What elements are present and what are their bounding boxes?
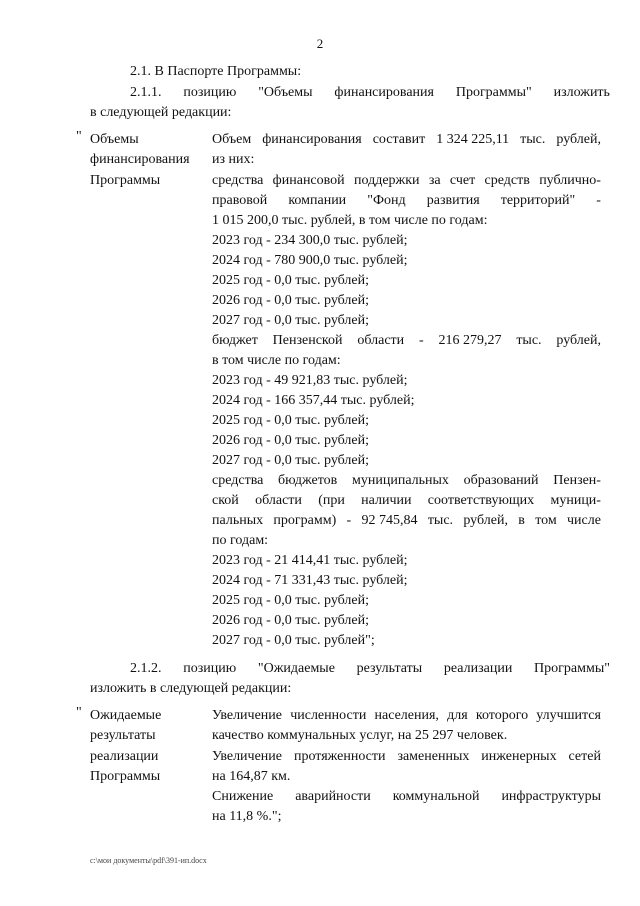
word: муници- (550, 493, 601, 508)
word: образований (463, 473, 539, 488)
item2-open-quote: " (76, 705, 82, 720)
word: соответствующих (427, 493, 535, 508)
word: - (346, 513, 352, 528)
word: Программы" (455, 85, 532, 100)
municipal-year-2025: 2025 год - 0,0 тыс. рублей; (212, 593, 370, 608)
word: замененных (397, 749, 470, 764)
item1-open-quote: " (76, 129, 82, 144)
budget-year-2023: 2023 год - 49 921,83 тыс. рублей; (212, 373, 408, 388)
word: поддержки (353, 173, 420, 188)
word: 92 745,84 (361, 513, 418, 528)
word: ской (212, 493, 239, 508)
budget-line-2: в том числе по годам: (212, 353, 341, 368)
section-heading: 2.1. В Паспорте Программы: (130, 64, 302, 79)
word: тыс. (427, 513, 454, 528)
item2-label-4: Программы (90, 769, 161, 784)
item2-intro-line2: изложить в следующей редакции: (90, 681, 292, 696)
result-line-1 (212, 707, 601, 725)
municipal-line-2 (212, 492, 601, 510)
word: области (255, 493, 302, 508)
word: протяженности (293, 749, 386, 764)
budget-line-1 (212, 332, 601, 350)
word: наличии (361, 493, 412, 508)
word: Пензен- (553, 473, 601, 488)
municipal-line-3 (212, 512, 601, 530)
result-line-6: на 11,8 %."; (212, 809, 282, 824)
word: 216 279,27 (438, 333, 502, 348)
municipal-year-2023: 2023 год - 21 414,41 тыс. рублей; (212, 553, 408, 568)
word: средства (212, 473, 264, 488)
word: компании (288, 193, 347, 208)
word: средства (212, 173, 264, 188)
item1-content-line-1 (212, 131, 601, 149)
word: составит (372, 132, 426, 147)
word: реализации (443, 661, 513, 676)
fund-year-2025: 2025 год - 0,0 тыс. рублей; (212, 273, 370, 288)
item2-label-3: реализации (90, 749, 159, 764)
budget-year-2024: 2024 год - 166 357,44 тыс. рублей; (212, 393, 415, 408)
word: (при (318, 493, 345, 508)
result-line-4: на 164,87 км. (212, 769, 291, 784)
word: коммунальной (392, 789, 480, 804)
word: бюджетов (278, 473, 338, 488)
word: тыс. (520, 132, 546, 147)
fund-year-2026: 2026 год - 0,0 тыс. рублей; (212, 293, 370, 308)
word: счет (449, 173, 476, 188)
item2-intro (130, 660, 610, 678)
fund-year-2027: 2027 год - 0,0 тыс. рублей; (212, 313, 370, 328)
municipal-year-2026: 2026 год - 0,0 тыс. рублей; (212, 613, 370, 628)
word: правовой (212, 193, 268, 208)
word: "Ожидаемые (257, 661, 335, 676)
word: инфраструктуры (501, 789, 601, 804)
word: результаты (356, 661, 423, 676)
word: для (447, 708, 468, 723)
word: улучшится (536, 708, 601, 723)
word: которого (475, 708, 529, 723)
fund-year-2024: 2024 год - 780 900,0 тыс. рублей; (212, 253, 408, 268)
word: позицию (183, 661, 237, 676)
word: тыс. (516, 333, 542, 348)
municipal-year-2027: 2027 год - 0,0 тыс. рублей"; (212, 633, 375, 648)
word: бюджет (212, 333, 258, 348)
word: за (428, 173, 441, 188)
word: Объем (212, 132, 252, 147)
word: "Объемы (258, 85, 313, 100)
result-line-3 (212, 748, 601, 766)
word: рублей, (463, 513, 508, 528)
word: Программы" (534, 661, 610, 676)
word: финансовой (272, 173, 345, 188)
word: том (535, 513, 557, 528)
item1-label-1: Объемы (90, 132, 139, 147)
item1-content-line-4 (212, 192, 601, 210)
word: населения, (374, 708, 439, 723)
item1-intro (130, 84, 610, 102)
item1-label-2: финансирования (90, 152, 190, 167)
item1-content-line-2: из них: (212, 152, 255, 167)
word: Увеличение (212, 708, 283, 723)
word: в (518, 513, 525, 528)
municipal-year-2024: 2024 год - 71 331,43 тыс. рублей; (212, 573, 408, 588)
word: территорий" (500, 193, 576, 208)
word: финансирования (334, 85, 434, 100)
word: 2.1.2. (130, 661, 162, 676)
budget-year-2027: 2027 год - 0,0 тыс. рублей; (212, 453, 370, 468)
word: сетей (568, 749, 601, 764)
word: пальных (212, 513, 264, 528)
file-path-footer: c:\мои документы\pdf\391-ип.docx (90, 856, 207, 865)
word: позицию (183, 85, 237, 100)
word: муниципальных (352, 473, 449, 488)
word: числе (567, 513, 601, 528)
word: 1 324 225,11 (436, 132, 510, 147)
item2-label-2: результаты (90, 728, 156, 743)
word: 2.1.1. (130, 85, 162, 100)
word: рублей, (556, 132, 601, 147)
fund-year-2023: 2023 год - 234 300,0 тыс. рублей; (212, 233, 408, 248)
word: области (357, 333, 405, 348)
word: средств (484, 173, 530, 188)
word: аварийности (295, 789, 371, 804)
word: численности (290, 708, 367, 723)
word: Снижение (212, 789, 274, 804)
municipal-line-1 (212, 472, 601, 490)
budget-year-2026: 2026 год - 0,0 тыс. рублей; (212, 433, 370, 448)
word: - (596, 193, 601, 208)
word: инженерных (481, 749, 557, 764)
word: "Фонд (367, 193, 406, 208)
budget-year-2025: 2025 год - 0,0 тыс. рублей; (212, 413, 370, 428)
word: - (418, 333, 424, 348)
page-number: 2 (316, 36, 324, 51)
word: Пензенской (272, 333, 343, 348)
word: рублей, (556, 333, 601, 348)
result-line-2: качество коммунальных услуг, на 25 297 человек. (212, 728, 508, 743)
word: публично- (539, 173, 601, 188)
word: финансирования (262, 132, 362, 147)
municipal-line-4: по годам: (212, 533, 269, 548)
item1-content-line-5: 1 015 200,0 тыс. рублей, в том числе по годам: (212, 213, 488, 228)
word: Увеличение (212, 749, 283, 764)
result-line-5 (212, 788, 601, 806)
item2-label-1: Ожидаемые (90, 708, 162, 723)
item1-intro-line2: в следующей редакции: (90, 105, 232, 120)
word: программ) (273, 513, 337, 528)
item1-content-line-3 (212, 172, 601, 190)
item1-label-3: Программы (90, 173, 161, 188)
word: развития (426, 193, 480, 208)
word: изложить (553, 85, 610, 100)
